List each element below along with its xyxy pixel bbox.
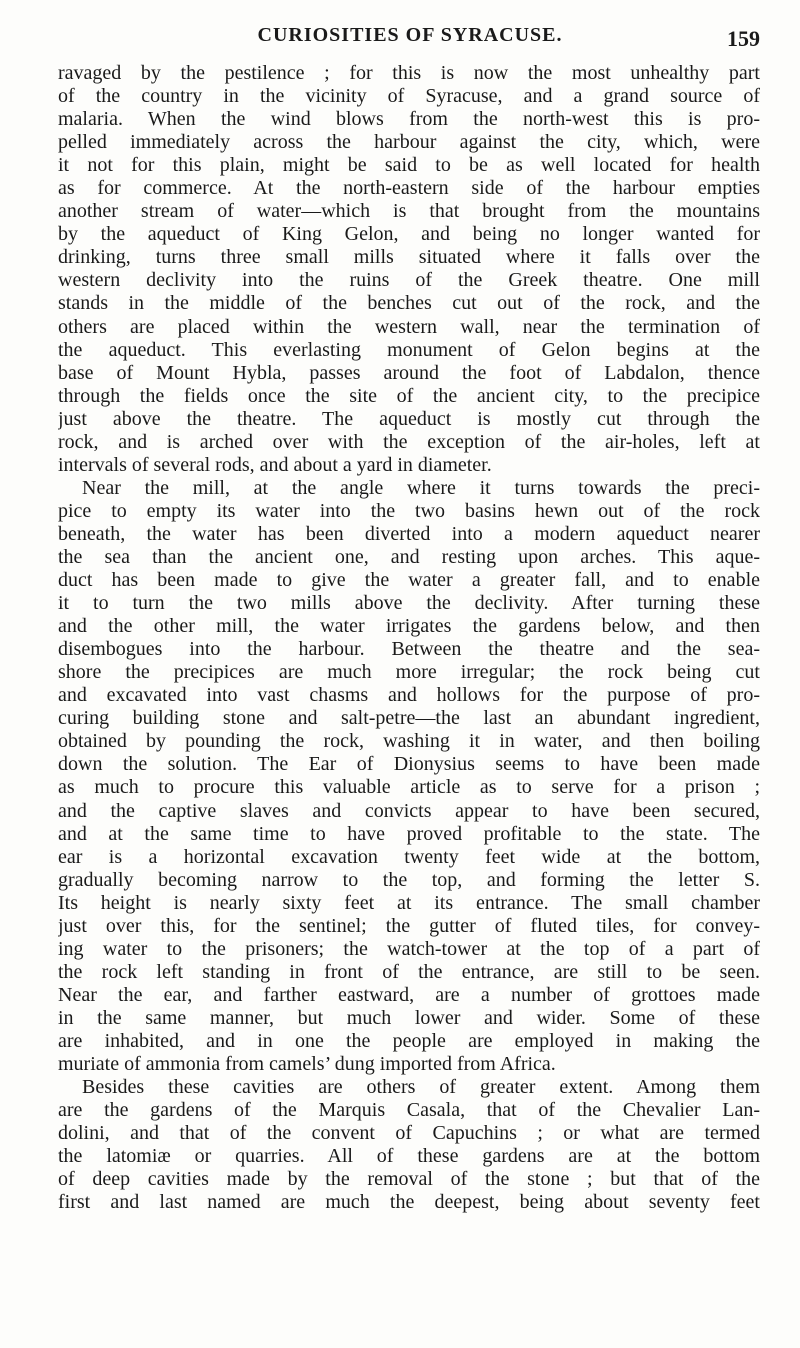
text-line: as much to procure this valuable article as to serve for a prison ; (58, 776, 760, 799)
text-line: muriate of ammonia from camels’ dung imported from Africa. (58, 1053, 556, 1076)
text-line: the aqueduct. This everlasting monument of Gelon begins at the (58, 338, 760, 361)
text-line: the sea than the ancient one, and resting upon arches. This aque- (58, 545, 760, 568)
text-line: down the solution. The Ear of Dionysius seems to have been made (58, 753, 760, 776)
page-number: 159 (727, 26, 760, 51)
text-line: Besides these cavities are others of greater extent. Among them (82, 1076, 760, 1099)
running-title: CURIOSITIES OF SYRACUSE. (257, 24, 563, 46)
text-line: and at the same time to have proved profitable to the state. The (58, 822, 760, 845)
text-line: others are placed within the western wall, near the termination of (58, 315, 760, 338)
text-line: through the fields once the site of the ancient city, to the precipice (58, 384, 760, 407)
text-line: it not for this plain, might be said to be as well located for health (58, 154, 760, 177)
text-line: of the country in the vicinity of Syracuse, and a grand source of (58, 85, 760, 108)
text-line: intervals of several rods, and about a yard in diameter. (58, 453, 492, 476)
text-line: ing water to the prisoners; the watch-tower at the top of a part of (58, 937, 760, 960)
text-line: are the gardens of the Marquis Casala, that of the Chevalier Lan- (58, 1099, 760, 1122)
text-line: ear is a horizontal excavation twenty feet wide at the bottom, (58, 845, 760, 868)
text-line: shore the precipices are much more irregular; the rock being cut (58, 661, 760, 684)
text-line: another stream of water—which is that brought from the mountains (58, 200, 760, 223)
text-line: stands in the middle of the benches cut out of the rock, and the (58, 292, 760, 315)
text-line: obtained by pounding the rock, washing it in water, and then boiling (58, 730, 760, 753)
text-line: Near the mill, at the angle where it turns towards the preci- (82, 476, 760, 499)
text-line: pelled immediately across the harbour against the city, which, were (58, 131, 760, 154)
text-line: and the captive slaves and convicts appear to have been secured, (58, 799, 760, 822)
page-header (60, 22, 760, 52)
text-line: curing building stone and salt-petre—the last an abundant ingredient, (58, 707, 760, 730)
text-line: the rock left standing in front of the entrance, are still to be seen. (58, 960, 760, 983)
text-line: duct has been made to give the water a greater fall, and to enable (58, 569, 760, 592)
text-line: drinking, turns three small mills situated where it falls over the (58, 246, 760, 269)
text-line: of deep cavities made by the removal of the stone ; but that of the (58, 1168, 760, 1191)
text-line: just over this, for the sentinel; the gutter of fluted tiles, for convey- (58, 914, 760, 937)
text-line: dolini, and that of the convent of Capuchins ; or what are termed (58, 1122, 760, 1145)
text-line: in the same manner, but much lower and wider. Some of these (58, 1006, 760, 1029)
text-line: first and last named are much the deepest, being about seventy feet (58, 1191, 760, 1214)
text-line: western declivity into the ruins of the Greek theatre. One mill (58, 269, 760, 292)
text-line: the latomiæ or quarries. All of these gardens are at the bottom (58, 1145, 760, 1168)
text-line: as for commerce. At the north-eastern side of the harbour empties (58, 177, 760, 200)
text-line: and the other mill, the water irrigates the gardens below, and then (58, 615, 760, 638)
text-line: disembogues into the harbour. Between the theatre and the sea- (58, 638, 760, 661)
text-line: just above the theatre. The aqueduct is mostly cut through the (58, 407, 760, 430)
text-line: malaria. When the wind blows from the north-west this is pro- (58, 108, 760, 131)
text-line: gradually becoming narrow to the top, and forming the letter S. (58, 868, 760, 891)
text-line: beneath, the water has been diverted into a modern aqueduct nearer (58, 522, 760, 545)
text-line: are inhabited, and in one the people are employed in making the (58, 1029, 760, 1052)
text-line: by the aqueduct of King Gelon, and being no longer wanted for (58, 223, 760, 246)
text-line: rock, and is arched over with the exception of the air-holes, left at (58, 430, 760, 453)
text-line: it to turn the two mills above the declivity. After turning these (58, 592, 760, 615)
text-line: pice to empty its water into the two basins hewn out of the rock (58, 499, 760, 522)
text-line: base of Mount Hybla, passes around the foot of Labdalon, thence (58, 361, 760, 384)
text-line: Near the ear, and farther eastward, are a number of grottoes made (58, 983, 760, 1006)
text-line: and excavated into vast chasms and hollows for the purpose of pro- (58, 684, 760, 707)
text-line: ravaged by the pestilence ; for this is now the most unhealthy part (58, 62, 760, 84)
body-text (58, 62, 760, 1214)
text-line: Its height is nearly sixty feet at its entrance. The small chamber (58, 891, 760, 914)
